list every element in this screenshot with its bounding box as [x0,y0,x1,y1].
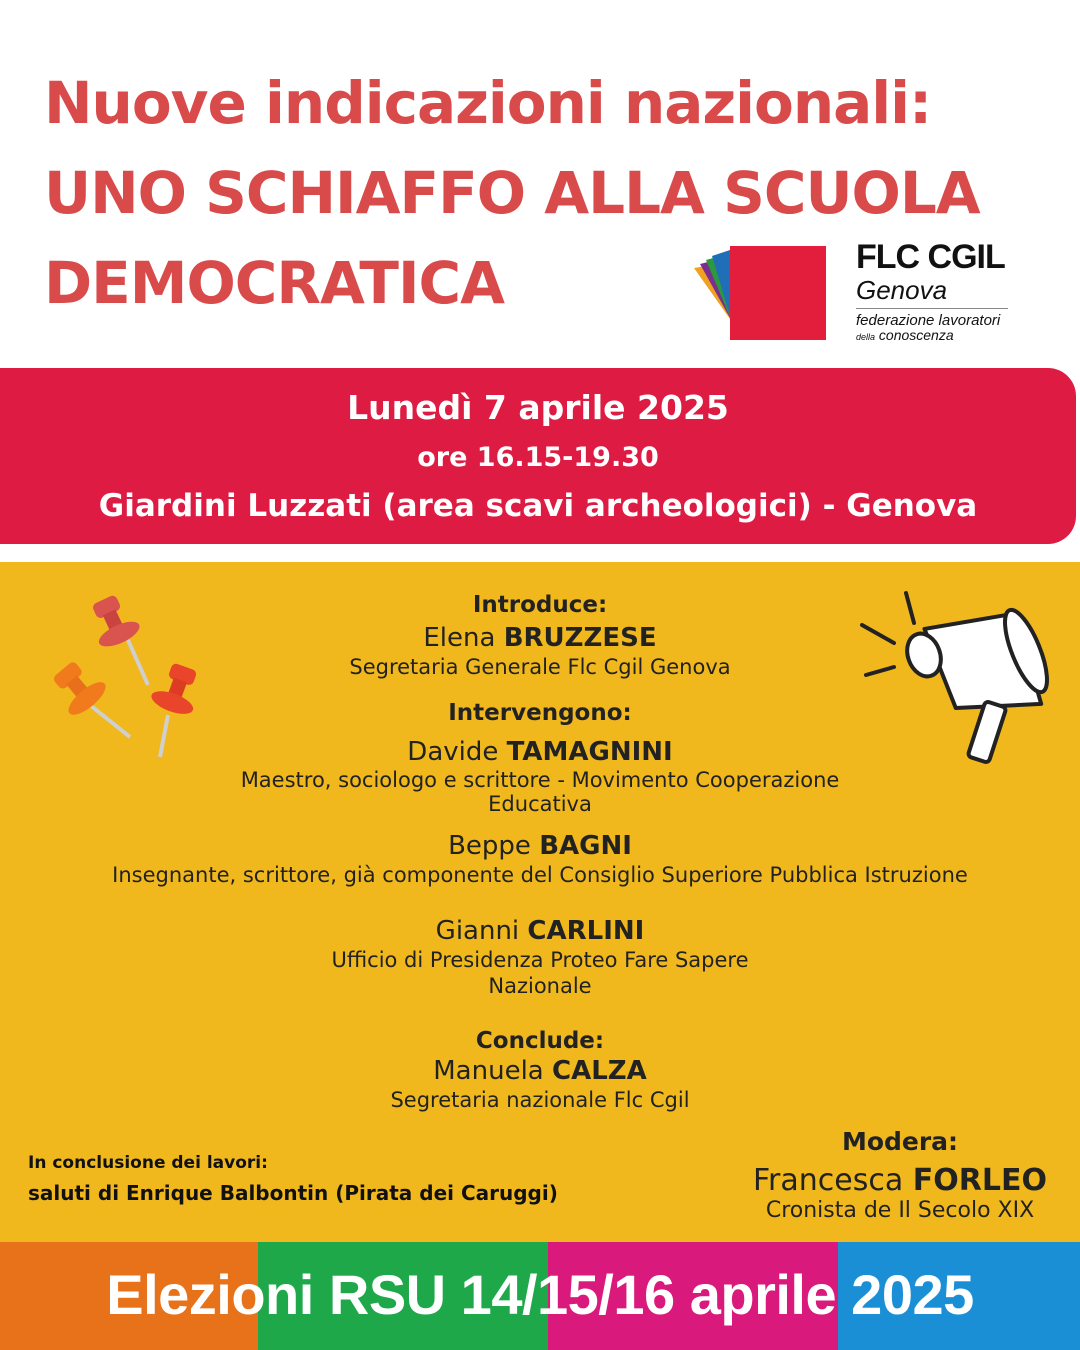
logo-text [856,238,1008,344]
elections-text: Elezioni RSU 14/15/16 aprile 2025 [106,1263,974,1326]
intro-first-name: Elena [423,623,496,653]
logo-divider [856,308,1008,309]
speaker-3-first-name: Gianni [435,916,520,946]
speaker-2-last-name: BAGNI [539,831,632,861]
event-date: Lunedì 7 aprile 2025 [347,388,729,427]
logo-subtitle-2 [856,328,1008,344]
closing-note [28,1153,558,1205]
speaker-1-desc-2: Educativa [488,792,592,816]
speaker-1-last-name: TAMAGNINI [506,737,673,767]
headline-line-1: Nuove indicazioni nazionali: [44,69,932,137]
conclude-desc: Segretaria nazionale Flc Cgil [390,1088,690,1112]
speaker-1-desc-1: Maestro, sociologo e scrittore - Movimento Cooperazione [240,768,840,792]
logo-subtitle-2-small: della [856,332,876,342]
headline-line-2: UNO SCHIAFFO ALLA SCUOLA [44,159,980,227]
conclude-first-name: Manuela [433,1056,544,1086]
closing-line-2: saluti di Enrique Balbontin (Pirata dei Caruggi) [28,1181,558,1205]
speaker-3-name [0,916,1080,946]
event-time: ore 16.15-19.30 [417,442,659,473]
headline-line-3: DEMOCRATICA [44,249,504,317]
elections-footer [0,1242,1080,1350]
moderator-name [720,1163,1080,1198]
speaker-1-name [0,737,1080,767]
event-place: Giardini Luzzati (area scavi archeologici) - Genova [98,488,978,524]
intro-label: Introduce: [472,592,608,618]
logo-subtitle-1: federazione lavoratori [856,312,1001,329]
logo-city: Genova [856,275,948,305]
conclude-last-name: CALZA [552,1056,647,1086]
speaker-3-desc-1: Ufficio di Presidenza Proteo Fare Sapere [331,948,749,972]
intro-last-name: BRUZZESE [503,623,657,653]
event-banner [0,368,1076,544]
conclude-label: Conclude: [475,1028,605,1054]
speaker-2-name [0,831,1080,861]
moderator-label: Modera: [841,1127,959,1156]
closing-line-1: In conclusione dei lavori: [28,1153,268,1173]
conclude-name [0,1056,1080,1086]
speaker-2-first-name: Beppe [448,831,531,861]
intro-desc: Segretaria Generale Flc Cgil Genova [349,655,731,679]
speaker-3-last-name: CARLINI [527,916,645,946]
speakers-label: Intervengono: [448,700,632,726]
moderator-desc: Cronista de Il Secolo XIX [765,1198,1035,1223]
intro-name [0,623,1080,653]
moderator-first-name: Francesca [752,1163,904,1198]
logo-subtitle-2-main: conoscenza [878,327,954,343]
logo-name: FLC CGIL [856,238,1005,276]
speaker-2-desc: Insegnante, scrittore, già componente del Consiglio Superiore Pubblica Istruzione [112,863,968,887]
moderator-last-name: FORLEO [912,1163,1048,1198]
speaker-1-first-name: Davide [407,737,499,767]
speaker-3-desc-2: Nazionale [488,974,592,998]
